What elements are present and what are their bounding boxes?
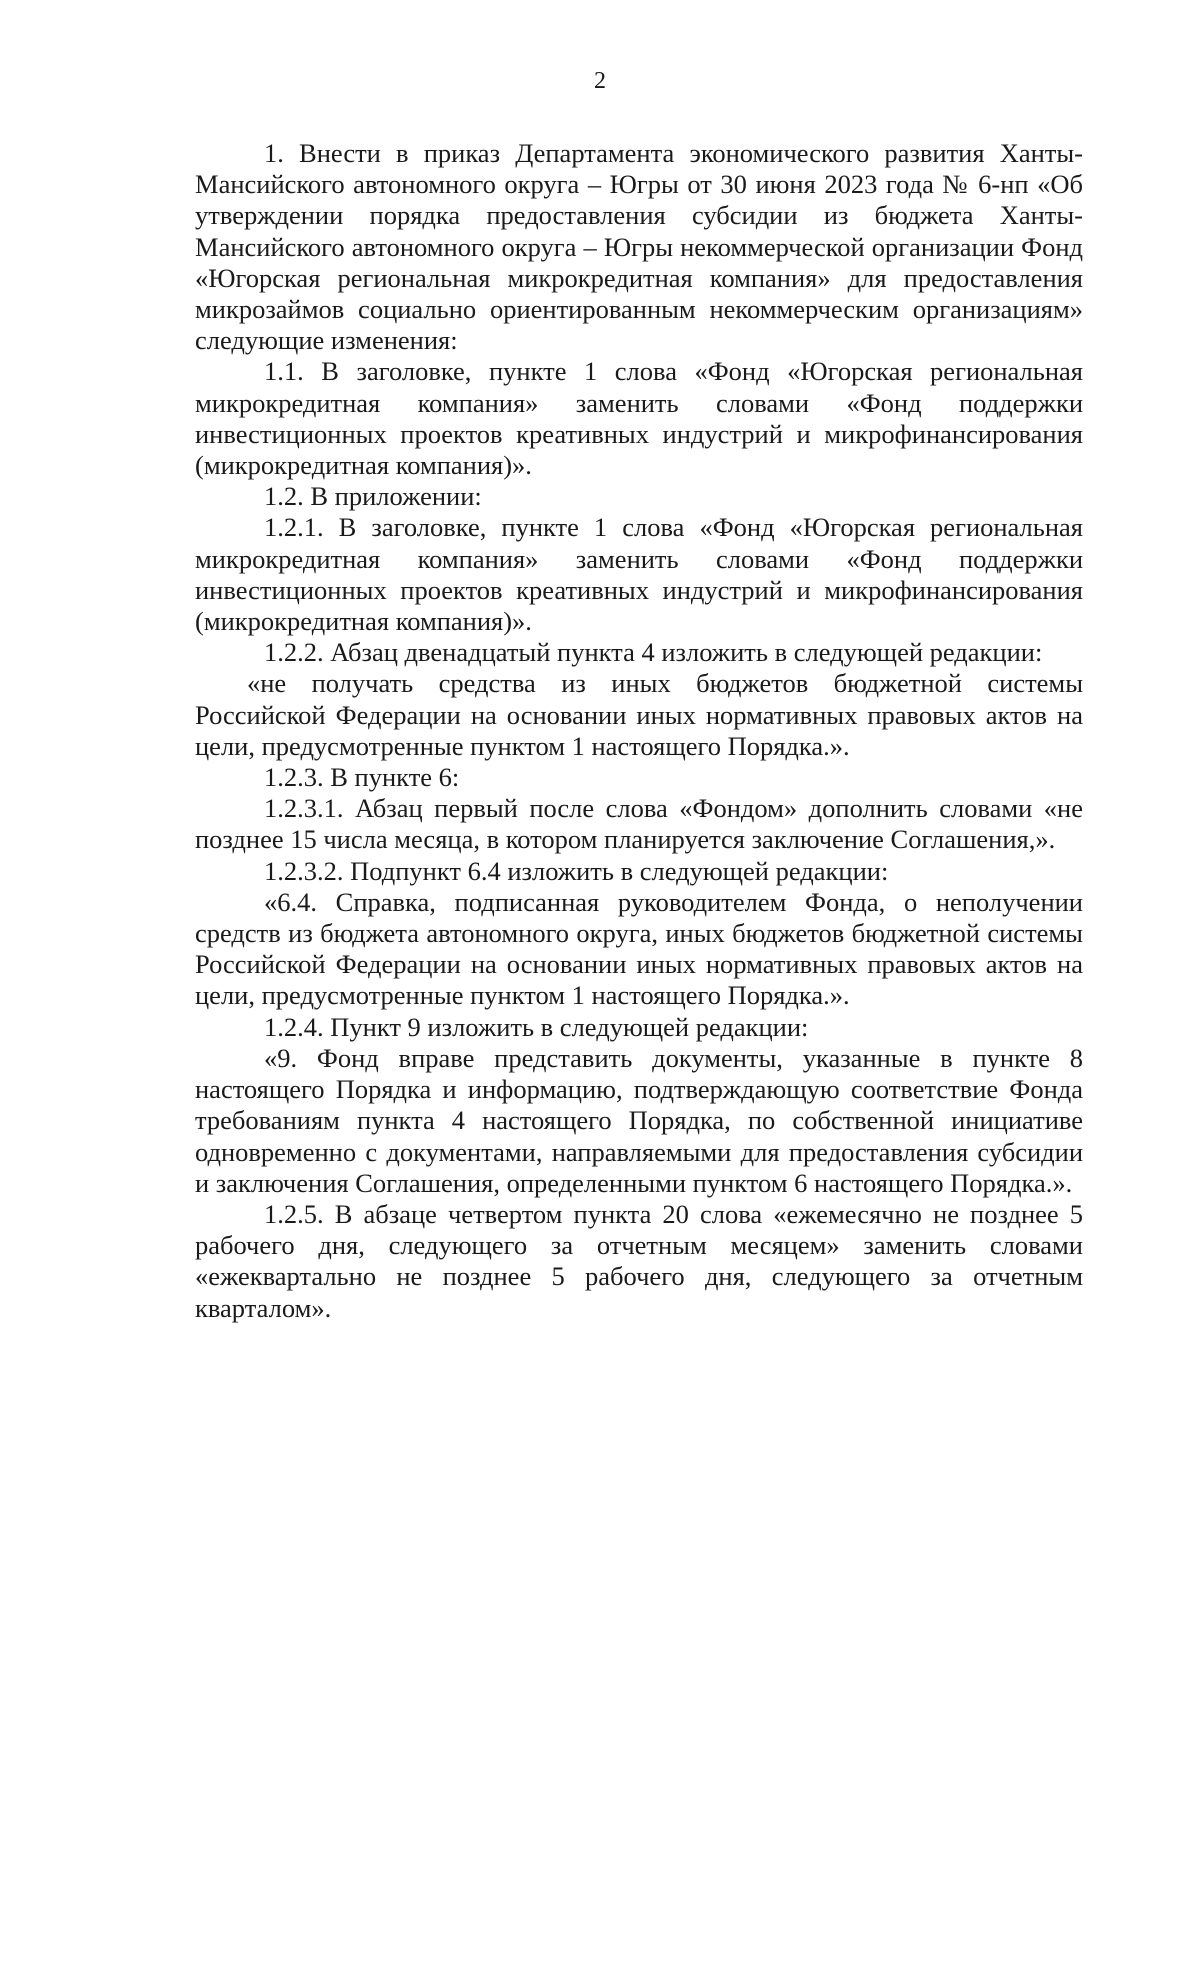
paragraph-item-1-2-3: 1.2.3. В пункте 6: bbox=[264, 762, 460, 793]
paragraph-item-1-2-3-1: 1.2.3.1. Абзац первый после слова «Фондом» дополнить словами «не позднее 15 числа месяца, в котором планируется заключение Соглашения,». bbox=[195, 793, 1083, 855]
paragraph-item-1: 1. Внести в приказ Департамента экономического развития Ханты-Мансийского автономного округа – Югры от 30 июня 2023 года № 6-нп «Об утверждении порядка предоставления субсидии из бюджета Ханты-Мансийского автономного округа – Югры некоммерческой организации Фонд «Югорская региональная микрокредитная компания» для предоставления микрозаймов социально ориентированным некоммерческим организациям» следующие изменения: bbox=[195, 138, 1083, 356]
document-body bbox=[195, 138, 1083, 1324]
paragraph-item-1-1: 1.1. В заголовке, пункте 1 слова «Фонд «Югорская региональная микрокредитная компания» заменить словами «Фонд поддержки инвестиционных проектов креативных индустрий и микрофинансирования (микрокредитная компания)». bbox=[195, 356, 1083, 481]
paragraph-item-1-2: 1.2. В приложении: bbox=[264, 481, 482, 512]
paragraph-quote-point-6-4: «6.4. Справка, подписанная руководителем Фонда, о неполучении средств из бюджета автономного округа, иных бюджетов бюджетной системы Российской Федерации на основании иных нормативных правовых актов на цели, предусмотренные пунктом 1 настоящего Порядка.». bbox=[195, 886, 1083, 1011]
paragraph-item-1-2-3-2: 1.2.3.2. Подпункт 6.4 изложить в следующей редакции: bbox=[264, 855, 889, 886]
paragraph-item-1-2-5: 1.2.5. В абзаце четвертом пункта 20 слова «ежемесячно не позднее 5 рабочего дня, следующего за отчетным месяцем» заменить словами «ежеквартально не позднее 5 рабочего дня, следующего за отчетным кварталом». bbox=[195, 1198, 1083, 1323]
paragraph-item-1-2-2: 1.2.2. Абзац двенадцатый пункта 4 изложить в следующей редакции: bbox=[264, 637, 1043, 668]
paragraph-item-1-2-4: 1.2.4. Пункт 9 изложить в следующей редакции: bbox=[264, 1011, 809, 1042]
paragraph-quote-point-9: «9. Фонд вправе представить документы, указанные в пункте 8 настоящего Порядка и информацию, подтверждающую соответствие Фонда требованиям пункта 4 настоящего Порядка, по собственной инициативе одновременно с документами, направляемыми для предоставления субсидии и заключения Соглашения, определенными пунктом 6 настоящего Порядка.». bbox=[195, 1042, 1083, 1198]
page-number: 2 bbox=[594, 68, 606, 94]
paragraph-item-1-2-1: 1.2.1. В заголовке, пункте 1 слова «Фонд «Югорская региональная микрокредитная компания» заменить словами «Фонд поддержки инвестиционных проектов креативных индустрий и микрофинансирования (микрокредитная компания)». bbox=[195, 512, 1083, 637]
paragraph-quote-point-4: «не получать средства из иных бюджетов бюджетной системы Российской Федерации на основании иных нормативных правовых актов на цели, предусмотренные пунктом 1 настоящего Порядка.». bbox=[195, 668, 1083, 761]
